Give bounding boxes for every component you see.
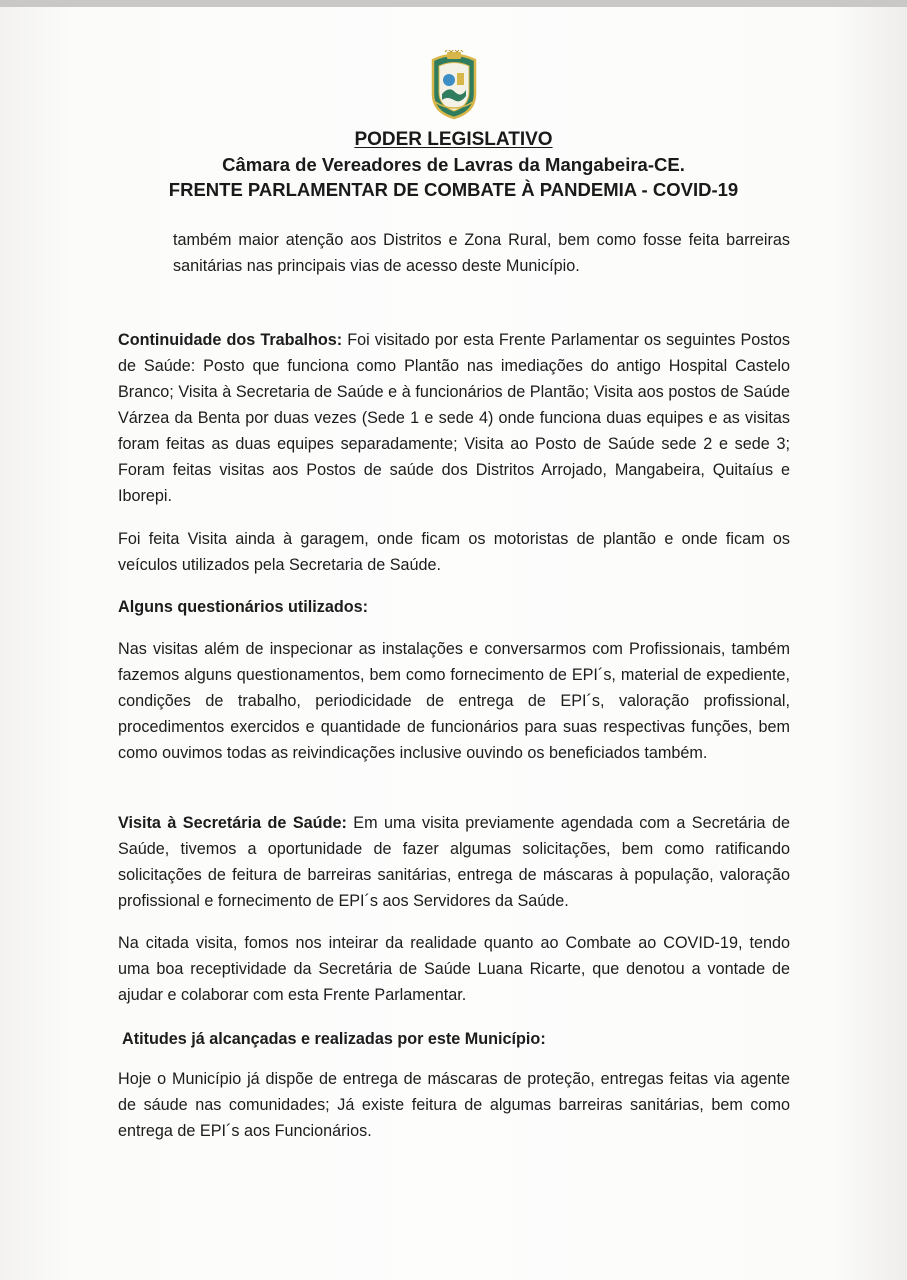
continuidade-text: Foi visitado por esta Frente Parlamentar os seguintes Postos de Saúde: Posto que funciona como Plantão nas imediações do antigo Hospital Castelo Branco; Visita à Secretaria de Saúde e à funcionários de Plantão; Visita aos postos de Saúde Várzea da Benta por duas vezes (Sede 1 e sede 4) onde funciona duas equipes e as visitas foram feitas as duas equipes separadamente; Visita ao Posto de Saúde sede 2 e sede 3; Foram feitas visitas aos Postos de saúde dos Distritos Arrojado, Mangabeira, Quitaíus e Iborepi. — [118, 331, 790, 505]
questionarios-paragraph: Nas visitas além de inspecionar as instalações e conversarmos com Profissionais, também fazemos alguns questionamentos, bem como fornecimento de EPI´s, material de expediente, condições de trabalho, periodicidade de entrega de EPI´s, valoração profissional, procedimentos exercidos e quantidade de funcionários para suas respectivas funções, bem como ouvimos todas as reivindicações inclusive ouvindo os beneficiados também. — [118, 640, 790, 762]
header-front-name: FRENTE PARLAMENTAR DE COMBATE À PANDEMIA - COVID-19 — [168, 179, 739, 200]
scan-edge — [0, 0, 907, 7]
continuidade-paragraph — [118, 327, 790, 509]
visita-lead: Visita à Secretária de Saúde: — [118, 814, 347, 832]
document-header — [0, 127, 907, 202]
header-title: PODER LEGISLATIVO — [354, 129, 553, 150]
visita-text: Em uma visita previamente agendada com a Secretária de Saúde, tivemos a oportunidade de fazer algumas solicitações, bem como ratificando solicitações de feitura de barreiras sanitárias, entrega de máscaras à população, valoração profissional e fornecimento de EPI´s aos Servidores da Saúde. — [118, 814, 791, 910]
questionarios-heading: Alguns questionários utilizados: — [118, 598, 369, 616]
coat-of-arms-icon — [425, 50, 483, 120]
header-subtitle: Câmara de Vereadores de Lavras da Mangabeira-CE. — [222, 154, 685, 175]
continuidade-lead: Continuidade dos Trabalhos: — [118, 331, 343, 349]
atitudes-heading: Atitudes já alcançadas e realizadas por este Município: — [122, 1030, 546, 1048]
citada-visita-paragraph: Na citada visita, fomos nos inteirar da realidade quanto ao Combate ao COVID-19, tendo uma boa receptividade da Secretária de Saúde Luana Ricarte, que denotou a vontade de ajudar e colaborar com esta Frente Parlamentar. — [118, 934, 790, 1004]
atitudes-paragraph: Hoje o Município já dispõe de entrega de máscaras de proteção, entregas feitas via agente de sáude nas comunidades; Já existe feitura de algumas barreiras sanitárias, bem como entrega de EPI´s aos Funcionários. — [118, 1070, 790, 1140]
intro-paragraph: também maior atenção aos Distritos e Zona Rural, bem como fosse feita barreiras sanitárias nas principais vias de acesso deste Município. — [173, 231, 790, 275]
visita-paragraph — [118, 810, 790, 914]
garagem-paragraph: Foi feita Visita ainda à garagem, onde ficam os motoristas de plantão e onde ficam os veículos utilizados pela Secretaria de Saúde. — [118, 530, 790, 574]
